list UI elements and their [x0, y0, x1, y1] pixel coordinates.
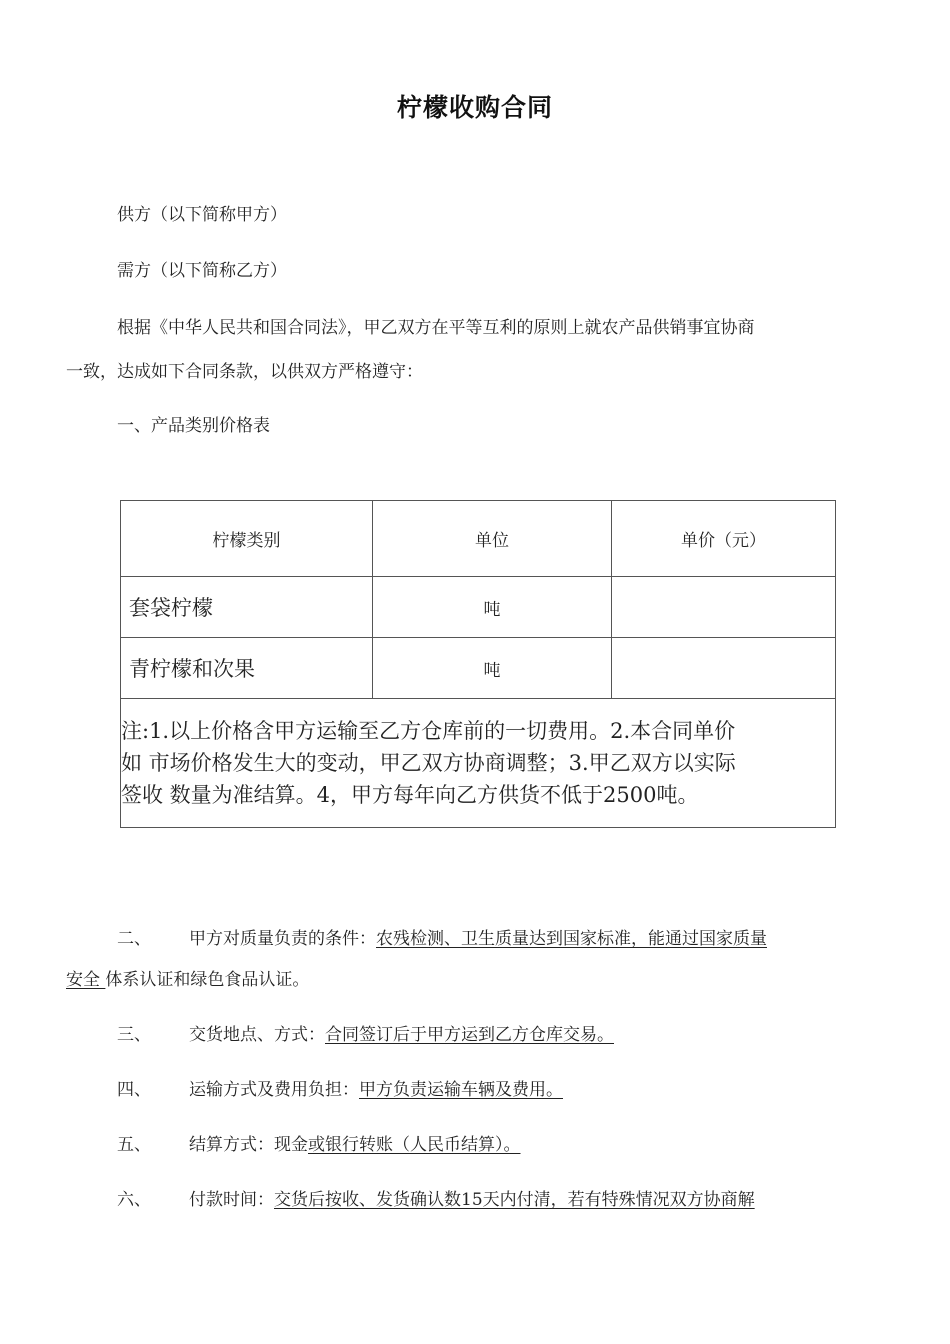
- row-price: [612, 638, 836, 699]
- clause-content-underlined: 安全: [66, 970, 100, 990]
- row-unit: 吨: [373, 577, 612, 638]
- row-price: [612, 577, 836, 638]
- clause-label: 交货地点、方式：: [189, 1025, 325, 1045]
- table-row: [121, 638, 836, 699]
- clause-content: 合同签订后于甲方运到乙方仓库交易。: [325, 1025, 614, 1045]
- clause-2: [117, 928, 767, 950]
- document-title: 柠檬收购合同: [396, 93, 553, 122]
- supplier-line: 供方（以下简称甲方）: [117, 205, 287, 225]
- note-line-2: 如 市场价格发生大的变动，甲乙双方协商调整；3.甲乙双方以实际: [121, 751, 736, 775]
- clause-content: 或银行转账（人民币结算）。: [308, 1135, 521, 1155]
- price-table: [120, 500, 836, 828]
- clause-label: 运输方式及费用负担：: [189, 1080, 359, 1100]
- clause-5: [117, 1134, 521, 1156]
- table-note-row: [121, 699, 836, 828]
- clause-number: 二、: [117, 929, 151, 949]
- header-price: 单价（元）: [612, 501, 836, 577]
- row-unit: 吨: [373, 638, 612, 699]
- clause-3: [117, 1024, 614, 1046]
- intro-line-1: 根据《中华人民共和国合同法》，甲乙双方在平等互利的原则上就农产品供销事宜协商: [117, 318, 755, 338]
- clause-number: 五、: [117, 1135, 151, 1155]
- note-line-3: 签收 数量为准结算。4，甲方每年向乙方供货不低于2500吨。: [121, 783, 699, 807]
- row-category: 青柠檬和次果: [121, 638, 373, 699]
- header-category: 柠檬类别: [121, 501, 373, 577]
- clause-label: 结算方式：现金: [189, 1135, 308, 1155]
- table-header-row: [121, 501, 836, 577]
- row-category: 套袋柠檬: [121, 577, 373, 638]
- clause-content: 交货后按收、发货确认数15天内付清，若有特殊情况双方协商解: [274, 1190, 755, 1210]
- intro-line-2: 一致，达成如下合同条款，以供双方严格遵守：: [66, 362, 423, 382]
- note-line-1: 注:1.以上价格含甲方运输至乙方仓库前的一切费用。2.本合同单价: [121, 719, 736, 743]
- clause-number: 三、: [117, 1025, 151, 1045]
- table-row: [121, 577, 836, 638]
- clause-content: 甲方负责运输车辆及费用。: [359, 1080, 563, 1100]
- clause-number: 六、: [117, 1190, 151, 1210]
- clause-2-continuation: [66, 969, 309, 991]
- header-unit: 单位: [373, 501, 612, 577]
- clause-content: 农残检测、卫生质量达到国家标准，能通过国家质量: [376, 929, 767, 949]
- clause-6: [117, 1189, 755, 1211]
- clause-number: 四、: [117, 1080, 151, 1100]
- clause-4: [117, 1079, 563, 1101]
- clause-content-rest: 体系认证和绿色食品认证。: [105, 970, 310, 990]
- clause-label: 甲方对质量负责的条件：: [189, 929, 376, 949]
- buyer-line: 需方（以下简称乙方）: [117, 261, 287, 281]
- clause-label: 付款时间：: [189, 1190, 274, 1210]
- section-1-heading: 一、产品类别价格表: [117, 416, 270, 436]
- table-note: [121, 699, 836, 828]
